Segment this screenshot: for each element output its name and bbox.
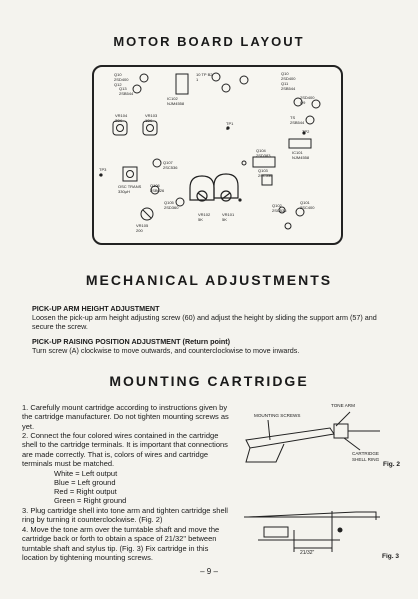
label-q103: Q103 2SC536 (258, 168, 273, 178)
arm-height-heading: PICK-UP ARM HEIGHT ADJUSTMENT (32, 304, 160, 313)
label-ic102: IC102 NJM4558 (167, 96, 185, 106)
raising-heading: PICK-UP RAISING POSITION ADJUSTMENT (Return point) (32, 337, 231, 346)
step-4: 4. Move the tone arm over the turntable shaft and move the cartridge back or forth to obtain a space of 21/32" between turntable shaft and stylus tip. (Fig. 3) Fix cartridge in this location by tightening mounting screws. (22, 525, 220, 562)
label-vr102: VR102 5K (198, 212, 211, 222)
motor-board-title: MOTOR BOARD LAYOUT (113, 34, 305, 49)
label-ts: TS 2SB544 (290, 115, 305, 125)
step-1: 1. Carefully mount cartridge according to instructions given by the cartridge manufacturer. Do not tighten mounting screws as yet. (22, 403, 229, 431)
label-vr101: VR101 5K (222, 212, 235, 222)
wire-red: Red = Right output (54, 487, 117, 496)
label-tp-b2: 10 TP B2 1 (196, 72, 213, 82)
fig3-drawing (244, 511, 380, 552)
label-tp1: TP1 o (226, 121, 234, 131)
label-q107: Q107 2SC536 (163, 160, 178, 170)
label-vr104: VR104 20K (115, 113, 128, 123)
fig-dimension-label: 21/32" (300, 550, 315, 556)
label-tp3: TP3 o (99, 167, 107, 177)
step-2: 2. Connect the four colored wires contained in the cartridge shell to the cartridge terminals. It is important that connections are made correctly. That is, colors of wires and cartridge terminals must be matched. (22, 431, 228, 468)
fig-cartridge-label: CARTRIDGE (352, 451, 379, 456)
raising-text: Turn screw (A) clockwise to move outwards, and counterclockwise to move inwards. (32, 346, 300, 355)
label-vr103: VR103 10K (145, 113, 158, 123)
label-q105: Q105 2SD360 (164, 200, 179, 210)
label-q9: 2SD400 Q9 (300, 95, 315, 105)
step-3: 3. Plug cartridge shell into tone arm and tighten cartridge shell ring by turning it counterclockwise. (Fig. 2) (22, 506, 228, 525)
label-q101: Q101 2SC400 (300, 200, 315, 210)
mounting-title: MOUNTING CARTRIDGE (109, 373, 309, 389)
page-number: – 9 – (200, 567, 218, 576)
label-vr105: VR105 200 (136, 223, 149, 233)
label-tp2: TP2 (302, 129, 310, 134)
label-q106: Q106 2SB626 (150, 183, 165, 193)
mechanical-title: MECHANICAL ADJUSTMENTS (85, 272, 333, 288)
label-ic101: IC101 NJM4558 (292, 150, 310, 160)
label-q10: Q10 2SD400 Q12 (114, 72, 129, 87)
wire-blue: Blue = Left ground (54, 478, 116, 487)
label-q102: Q102 2SC536 (272, 203, 287, 213)
fig3-caption: Fig. 3 (382, 553, 399, 560)
label-q13: Q13 2SB544 (119, 86, 134, 96)
fig2-caption: Fig. 2 (383, 461, 400, 468)
fig-tone-arm-label: TONE ARM (331, 403, 355, 408)
label-q11: Q10 2SD400 Q11 2SB544 (281, 71, 296, 91)
label-osc-trans: OSC TRANS 330µH (118, 184, 142, 194)
arm-height-text: Loosen the pick-up arm height adjusting screw (60) and adjust the height by sliding the support arm (57) and secure the screw. (32, 313, 377, 331)
wire-green: Green = Right ground (54, 496, 127, 505)
fig-shell-ring-label: SHELL RING (352, 457, 380, 462)
wire-white: White = Left output (54, 469, 118, 478)
fig-mounting-screws-label: MOUNTING SCREWS (254, 413, 301, 418)
label-q104: Q104 2SD383 (256, 148, 271, 158)
